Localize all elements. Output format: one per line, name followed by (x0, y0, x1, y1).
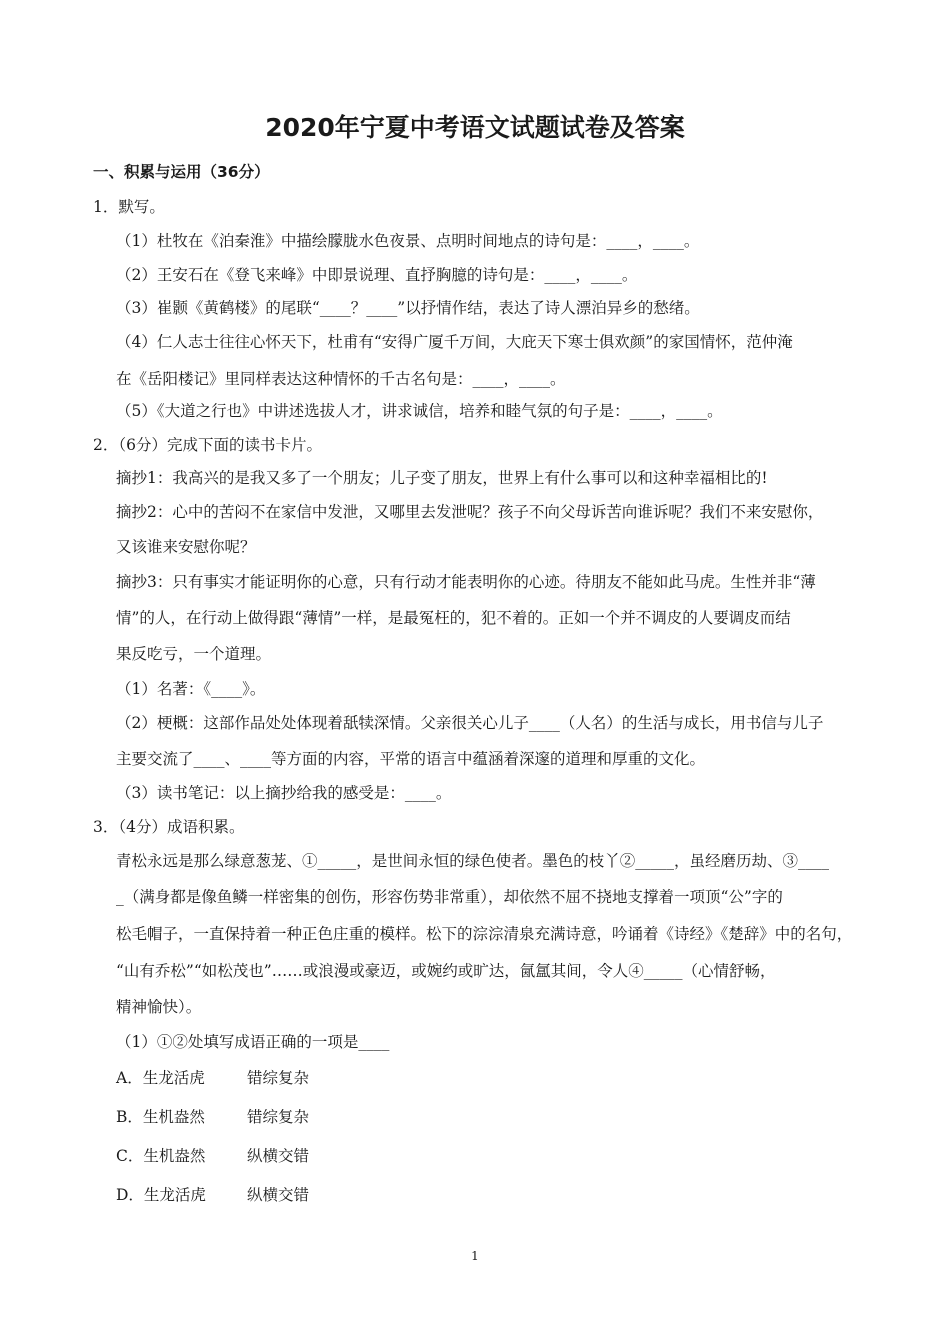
page-number: 1 (471, 1249, 479, 1263)
option-b-first: B．生机盎然 (116, 1108, 205, 1126)
passage-line: “山有乔松”“如松茂也”……或浪漫或豪迈，或婉约或旷达，氤氲其间，令人④_____（心情舒畅， (116, 962, 776, 980)
excerpt-line: 果反吃亏，一个道理。 (116, 645, 272, 663)
excerpt-line: 摘抄2：心中的苦闷不在家信中发泄，又哪里去发泄呢？孩子不向父母诉苦向谁诉呢？我们不来安慰你， (116, 503, 824, 521)
passage-line: 精神愉快）。 (116, 998, 202, 1016)
option-b-second: 错综复杂 (247, 1108, 310, 1126)
option-d-first: D．生龙活虎 (116, 1186, 206, 1204)
excerpt-line: 摘抄3：只有事实才能证明你的心意，只有行动才能表明你的心迹。待朋友不能如此马虎。生性并非“薄 (116, 573, 816, 591)
question-2-stem: 2．（6分）完成下面的读书卡片。 (93, 436, 322, 454)
option-c-first: C．生机盎然 (116, 1147, 206, 1165)
question-1-item: （5）《大道之行也》中讲述选拔人才，讲求诚信，培养和睦气氛的句子是：____，____。 (116, 402, 723, 420)
excerpt-line: 又该谁来安慰你呢？ (116, 538, 256, 556)
option-c (116, 1146, 516, 1166)
question-3-subitem: （1）①②处填写成语正确的一项是____ (116, 1033, 390, 1051)
option-b (116, 1107, 516, 1127)
question-1-item: （1）杜牧在《泊秦淮》中描绘朦胧水色夜景、点明时间地点的诗句是：____，____。 (116, 232, 700, 250)
option-a-second: 错综复杂 (247, 1069, 310, 1087)
option-a-first: A．生龙活虎 (116, 1069, 205, 1087)
question-1-item: （3）崔颢《黄鹤楼》的尾联“____？____”以抒情作结，表达了诗人漂泊异乡的愁绪。 (116, 299, 700, 317)
question-2-subitem: （2）梗概：这部作品处处体现着舐犊深情。父亲很关心儿子____（人名）的生活与成长，用书信与儿子 (116, 714, 824, 732)
excerpt-line: 摘抄1：我高兴的是我又多了一个朋友；儿子变了朋友，世界上有什么事可以和这种幸福相比的! (116, 469, 768, 487)
excerpt-line: 情”的人，在行动上做得跟“薄情”一样，是最冤枉的，犯不着的。正如一个并不调皮的人要调皮而结 (116, 609, 791, 627)
question-2-subitem: （1）名著：《____》。 (116, 680, 266, 698)
question-1-item: （2）王安石在《登飞来峰》中即景说理、直抒胸臆的诗句是：____，____。 (116, 266, 638, 284)
passage-line: 青松永远是那么绿意葱茏、①_____，是世间永恒的绿色使者。墨色的枝丫②_____，虽经磨历劫、③____ (116, 852, 830, 870)
question-1-item: 在《岳阳楼记》里同样表达这种情怀的千古名句是：____，____。 (116, 370, 566, 388)
question-1-item: （4）仁人志士往往心怀天下，杜甫有“安得广厦千万间，大庇天下寒士俱欢颜”的家国情怀，范仲淹 (116, 333, 793, 351)
section-heading: 一、积累与运用（36分） (93, 163, 270, 181)
option-a (116, 1068, 516, 1088)
passage-line: _（满身都是像鱼鳞一样密集的创伤，形容伤势非常重），却依然不屈不挠地支撑着一项顶“公”字的 (116, 888, 783, 906)
option-c-second: 纵横交错 (247, 1147, 310, 1165)
document-title: 2020年宁夏中考语文试题试卷及答案 (265, 113, 685, 142)
question-2-subitem: （3）读书笔记：以上摘抄给我的感受是：____。 (116, 784, 452, 802)
question-2-subitem: 主要交流了____、____等方面的内容，平常的语言中蕴涵着深邃的道理和厚重的文化。 (116, 750, 706, 768)
question-3-stem: 3．（4分）成语积累。 (93, 818, 245, 836)
passage-line: 松毛帽子，一直保持着一种正色庄重的模样。松下的淙淙清泉充满诗意，吟诵着《诗经》《楚辞》中的名句， (116, 925, 853, 943)
option-d (116, 1185, 516, 1205)
option-d-second: 纵横交错 (247, 1186, 310, 1204)
question-1-stem: 1．默写。 (93, 198, 165, 216)
